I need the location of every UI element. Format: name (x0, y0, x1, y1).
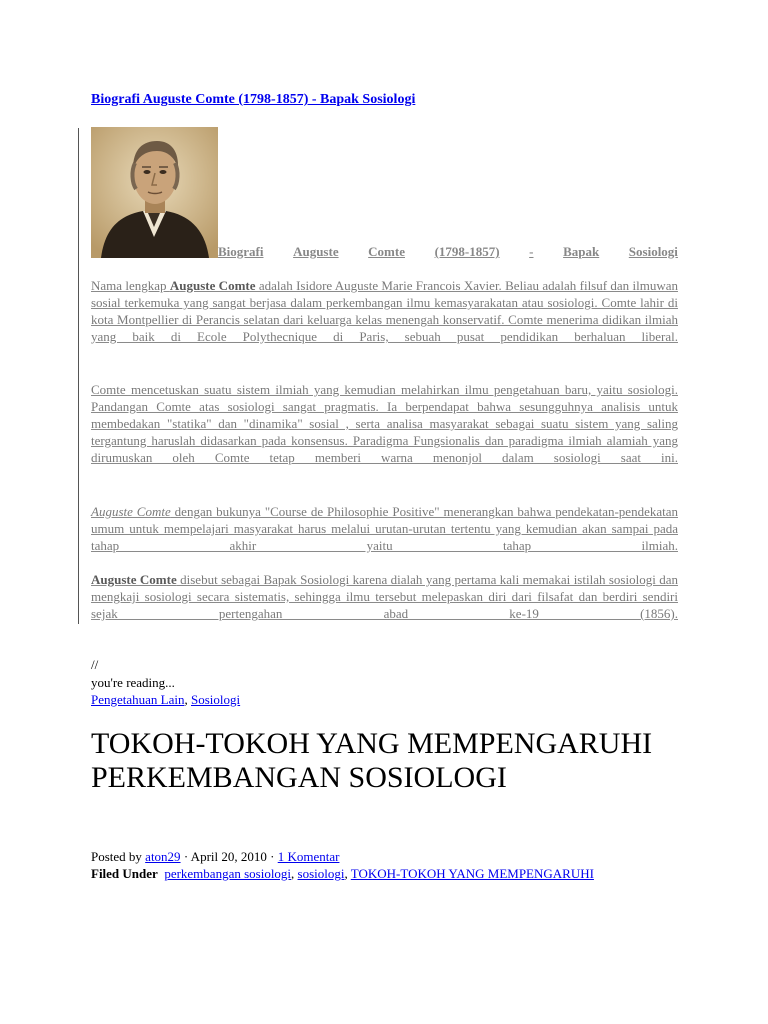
caption-word: - (529, 244, 534, 259)
p3-text: dengan bukunya "Course de Philosophie Positive" menerangkan bahwa pendekatan-pendekatan umum untuk mempelajari masyarakat harus melalui urutan-urutan tertentu yang kemudian akan sampai pada tahap akhir yaitu tahap ilmiah. (91, 504, 678, 553)
category-link-pengetahuan-lain[interactable]: Pengetahuan Lain (91, 692, 185, 707)
biography-paragraph-3 (91, 503, 678, 554)
article-title-link[interactable]: Biografi Auguste Comte (1798-1857) - Bapak Sosiologi (91, 92, 416, 107)
filed-under-label: Filed Under (91, 866, 158, 881)
author-link[interactable]: aton29 (145, 849, 181, 864)
separator-slashes: // (91, 657, 99, 672)
p4-text: disebut sebagai Bapak Sosiologi karena dialah yang pertama kali memakai istilah sosiologi dan mengkaji sosiologi secara sistematis, sehingga ilmu tersebut melepaskan diri dari filsafat dan berdiri sendiri sejak pertengahan abad ke-19 (1856). (91, 572, 679, 621)
category-links (91, 692, 240, 708)
tag-link[interactable]: sosiologi (297, 866, 345, 881)
p1-text-c: adalah Isidore Auguste Marie Francois Xavier. Beliau adalah filsuf dan ilmuwan sosial terkemuka yang sangat berjasa dalam perkembangan ilmu kemasyarakatan atau sosiologi. Comte lahir di kota Montpellier di Perancis selatan dari keluarga kelas menengah konservatif. Comte menerima didikan ilmiah yang baik di Ecole Polythecnique di Paris, sebuah pusat pendidikan berhaluan liberal. (91, 278, 678, 344)
post-title: TOKOH-TOKOH YANG MEMPENGARUHI PERKEMBANGAN SOSIOLOGI (91, 727, 653, 794)
p4-name-bold: Auguste Comte (91, 572, 177, 587)
filed-under: Filed Under perkembangan sosiologi, sosiologi, TOKOH-TOKOH YANG MEMPENGARUHI (91, 866, 594, 881)
biography-paragraph-1 (91, 277, 678, 345)
caption-word: Comte (368, 244, 405, 259)
tag-link[interactable]: TOKOH-TOKOH YANG MEMPENGARUHI (350, 866, 594, 881)
category-link-sosiologi[interactable]: Sosiologi (191, 692, 241, 707)
p1-text-a: Nama lengkap (91, 278, 170, 293)
category-separator: , (184, 692, 191, 707)
portrait-caption (218, 244, 678, 260)
blockquote-bar (78, 128, 79, 624)
caption-word: Biografi (218, 244, 264, 259)
p1-name-bold: Auguste Comte (169, 278, 256, 293)
comments-link[interactable]: 1 Komentar (277, 849, 340, 864)
auguste-comte-portrait (91, 127, 218, 258)
biography-paragraph-2 (91, 381, 678, 466)
reading-label: you're reading... (91, 675, 175, 690)
tag-link[interactable]: perkembangan sosiologi (164, 866, 292, 881)
caption-word: Sosiologi (628, 244, 678, 259)
caption-word: (1798-1857) (434, 244, 500, 259)
caption-word: Auguste (293, 244, 339, 259)
posted-by-label: Posted by (91, 849, 146, 864)
post-byline (91, 849, 339, 865)
p3-name-italic: Auguste Comte (91, 504, 171, 519)
biography-paragraph-4 (91, 571, 678, 622)
post-date: · April 20, 2010 · (180, 849, 278, 864)
p2-text: Comte mencetuskan suatu sistem ilmiah yang kemudian melahirkan ilmu pengetahuan baru, yaitu sosiologi. Pandangan Comte atas sosiologi sangat pragmatis. Ia berpendapat bahwa sesungguhnya analisis untuk membedakan "statika" dan "dinamika" sosial , serta analisa masyarakat sebagai suatu sistem yang saling tergantung haruslah didasarkan pada konsensus. Paradigma Fungsionalis dan paradigma ilmiah alamiah yang dirumuskan oleh Comte tetap memberi warna menonjol dalam sosiologi saat ini. (91, 382, 678, 465)
caption-word: Bapak (563, 244, 600, 259)
